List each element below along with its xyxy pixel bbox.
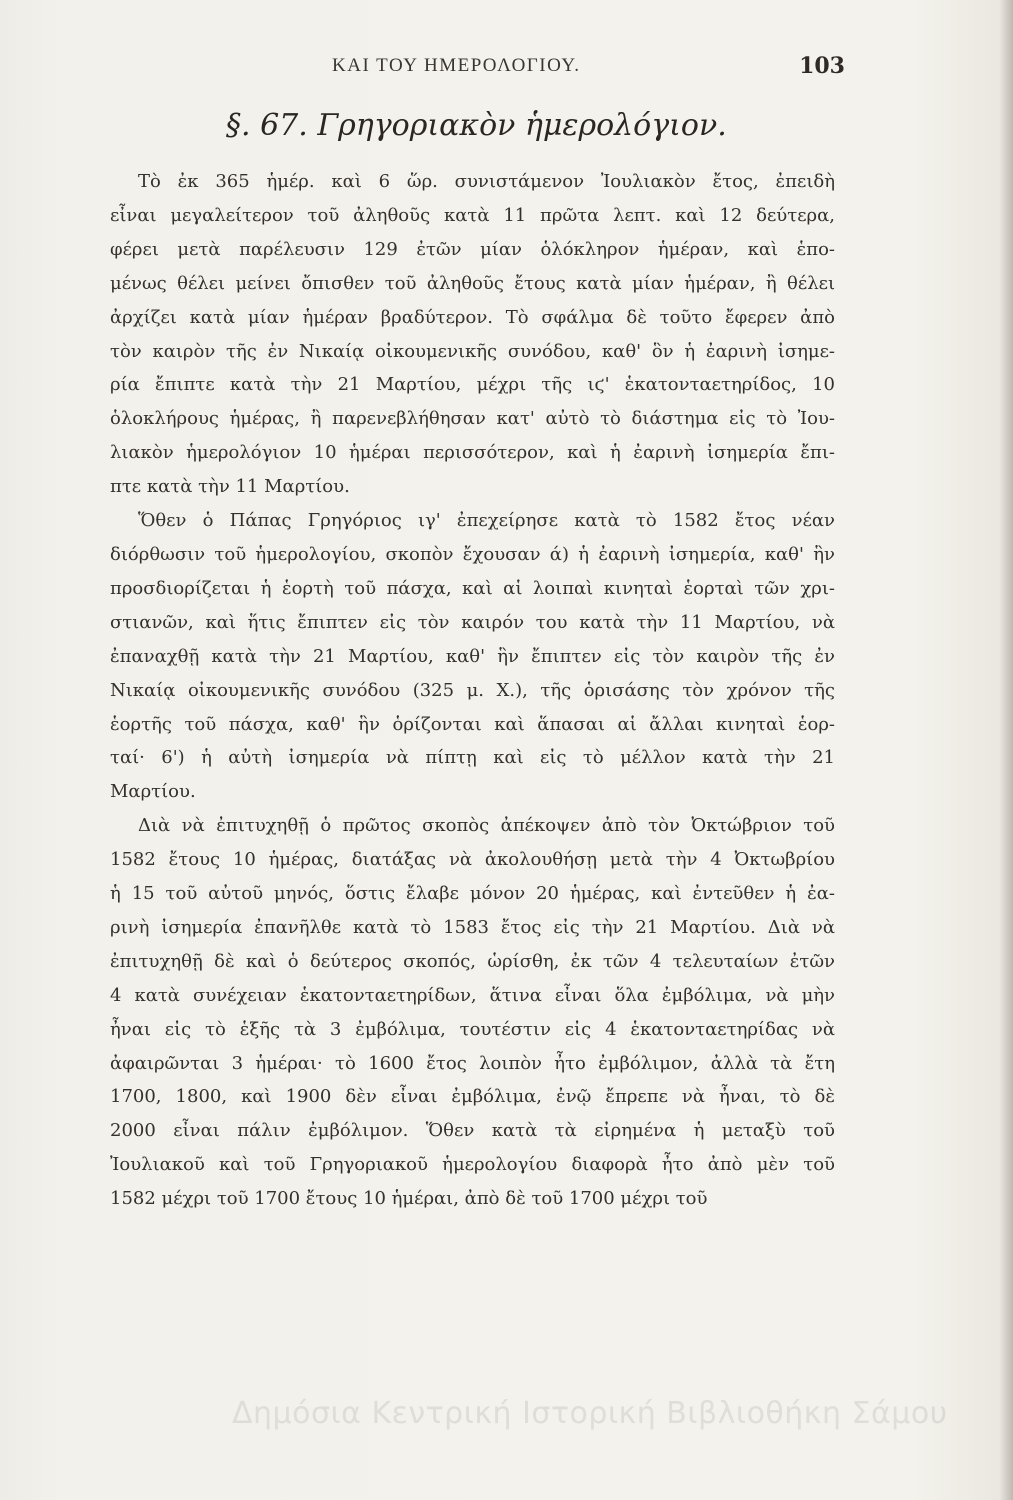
running-head: ΚΑΙ ΤΟΥ ΗΜΕΡΟΛΟΓΙΟΥ.: [332, 55, 581, 76]
text-line: ἐπαναχθῇ κατὰ τὴν 21 Μαρτίου, καθ' ἣν ἔπιπτεν εἰς τὸν καιρὸν τῆς ἐν: [110, 645, 835, 667]
text-line: ἡ 15 τοῦ αὐτοῦ μηνός, ὅστις ἔλαβε μόνον 20 ἡμέρας, καὶ ἐντεῦθεν ἡ ἐα-: [110, 883, 835, 905]
library-watermark: Δημόσια Κεντρική Ιστορική Βιβλιοθήκη Σάμου: [232, 1396, 948, 1431]
page-header: [100, 55, 845, 85]
text-line: 1582 μέχρι τοῦ 1700 ἔτους 10 ἡμέραι, ἀπὸ δὲ τοῦ 1700 μέχρι τοῦ: [110, 1188, 708, 1210]
text-line: ἑορτῆς τοῦ πάσχα, καθ' ἣν ὁρίζονται καὶ ἅπασαι αἱ ἄλλαι κινηταὶ ἑορ-: [110, 713, 835, 735]
text-line: ἐπιτυχηθῇ δὲ καὶ ὁ δεύτερος σκοπός, ὡρίσθη, ἐκ τῶν 4 τελευταίων ἐτῶν: [110, 950, 835, 972]
text-line: 2000 εἶναι πάλιν ἐμβόλιμον. Ὅθεν κατὰ τὰ εἰρημένα ἡ μεταξὺ τοῦ: [110, 1120, 835, 1142]
text-line: φέρει μετὰ παρέλευσιν 129 ἐτῶν μίαν ὁλόκληρον ἡμέραν, καὶ ἑπο-: [110, 238, 835, 260]
body-text: [110, 165, 835, 1216]
text-line: ἀρχίζει κατὰ μίαν ἡμέραν βραδύτερον. Τὸ σφάλμα δὲ τοῦτο ἔφερεν ἀπὸ: [110, 306, 835, 328]
text-line: ἀφαιρῶνται 3 ἡμέραι· τὸ 1600 ἔτος λοιπὸν ἦτο ἐμβόλιμον, ἀλλὰ τὰ ἔτη: [110, 1052, 835, 1074]
text-line: Ὅθεν ὁ Πάπας Γρηγόριος ιγ' ἐπεχείρησε κατὰ τὸ 1582 ἔτος νέαν: [138, 510, 835, 532]
text-line: 1582 ἔτους 10 ἡμέρας, διατάξας νὰ ἀκολουθήσῃ μετὰ τὴν 4 Ὀκτωβρίου: [110, 849, 835, 871]
text-line: ρινὴ ἰσημερία ἐπανῆλθε κατὰ τὸ 1583 ἔτος εἰς τὴν 21 Μαρτίου. Διὰ νὰ: [110, 916, 835, 938]
page-number: 103: [799, 53, 845, 79]
text-line: ἦναι εἰς τὸ ἑξῆς τὰ 3 ἐμβόλιμα, τουτέστιν εἰς 4 ἑκατονταετηρίδας νὰ: [110, 1018, 835, 1040]
text-line: πτε κατὰ τὴν 11 Μαρτίου.: [110, 476, 350, 498]
text-line: ταί· 6') ἡ αὐτὴ ἰσημερία νὰ πίπτῃ καὶ εἰς τὸ μέλλον κατὰ τὴν 21: [110, 747, 835, 769]
text-line: Ἰουλιακοῦ καὶ τοῦ Γρηγοριακοῦ ἡμερολογίου διαφορὰ ἦτο ἀπὸ μὲν τοῦ: [110, 1154, 835, 1176]
text-line: 4 κατὰ συνέχειαν ἑκατονταετηρίδων, ἅτινα εἶναι ὅλα ἐμβόλιμα, νὰ μὴν: [110, 984, 835, 1006]
text-line: Τὸ ἐκ 365 ἡμέρ. καὶ 6 ὥρ. συνιστάμενον Ἰουλιακὸν ἔτος, ἐπειδὴ: [138, 171, 835, 192]
text-line: ὁλοκλήρους ἡμέρας, ἢ παρενεβλήθησαν κατ' αὐτὸ τὸ διάστημα εἰς τὸ Ἰου-: [110, 408, 835, 430]
text-line: προσδιορίζεται ἡ ἑορτὴ τοῦ πάσχα, καὶ αἱ λοιπαὶ κινηταὶ ἑορταὶ τῶν χρι-: [110, 577, 835, 599]
text-line: εἶναι μεγαλείτερον τοῦ ἀληθοῦς κατὰ 11 πρῶτα λεπτ. καὶ 12 δεύτερα,: [110, 204, 835, 226]
text-line: τὸν καιρὸν τῆς ἐν Νικαίᾳ οἰκουμενικῆς συνόδου, καθ' ὃν ἡ ἐαρινὴ ἰσημε-: [110, 340, 835, 362]
text-line: διόρθωσιν τοῦ ἡμερολογίου, σκοπὸν ἔχουσαν ά) ἡ ἐαρινὴ ἰσημερία, καθ' ἣν: [110, 543, 835, 565]
paragraph: [110, 504, 835, 809]
text-line: στιανῶν, καὶ ἥτις ἔπιπτεν εἰς τὸν καιρόν του κατὰ τὴν 11 Μαρτίου, νὰ: [110, 611, 835, 633]
page-edge-shadow: [999, 0, 1013, 1500]
text-line: Νικαίᾳ οἰκουμενικῆς συνόδου (325 μ. Χ.), τῆς ὁρισάσης τὸν χρόνον τῆς: [110, 679, 835, 701]
paragraph: [110, 165, 835, 504]
text-line: ρία ἔπιπτε κατὰ τὴν 21 Μαρτίου, μέχρι τῆς ιϛ' ἑκατονταετηρίδος, 10: [110, 374, 835, 396]
text-line: Διὰ νὰ ἐπιτυχηθῇ ὁ πρῶτος σκοπὸς ἀπέκοψεν ἀπὸ τὸν Ὀκτώβριον τοῦ: [138, 815, 835, 837]
text-line: μένως θέλει μείνει ὄπισθεν τοῦ ἀληθοῦς ἔτους κατὰ μίαν ἡμέραν, ἢ θέλει: [110, 272, 835, 294]
text-line: 1700, 1800, καὶ 1900 δὲν εἶναι ἐμβόλιμα, ἐνῷ ἔπρεπε νὰ ἦναι, τὸ δὲ: [110, 1086, 835, 1108]
text-line: λιακὸν ἡμερολόγιον 10 ἡμέραι περισσότερον, καὶ ἡ ἐαρινὴ ἰσημερία ἔπι-: [110, 442, 835, 464]
section-title: §. 67. Γρηγοριακὸν ἡμερολόγιον.: [226, 108, 727, 143]
paragraph: [110, 809, 835, 1216]
text-line: Μαρτίου.: [110, 781, 196, 803]
